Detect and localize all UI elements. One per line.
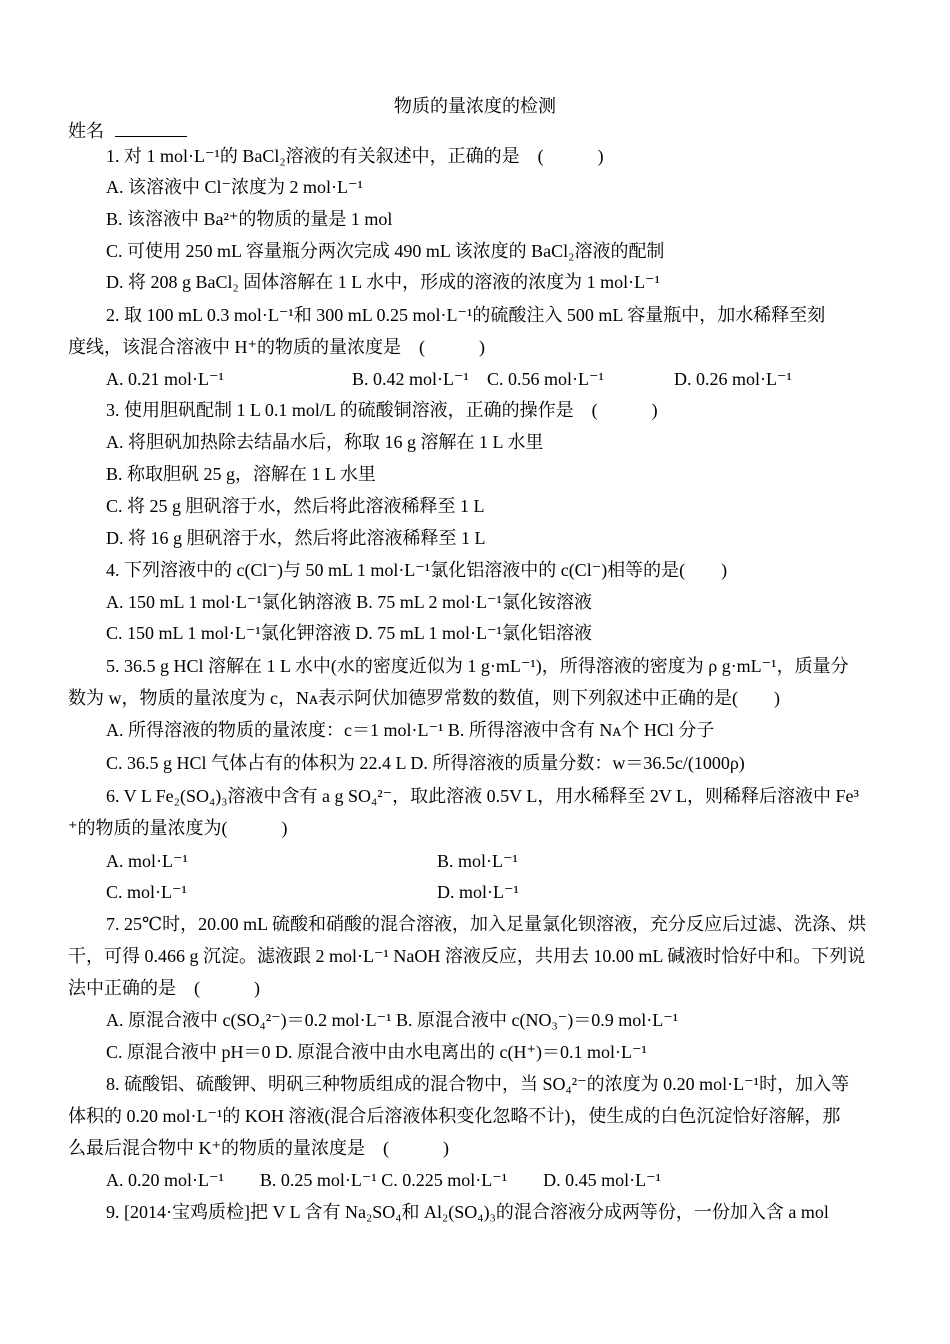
- page-title: 物质的量浓度的检测: [394, 96, 556, 116]
- question-6-option-b: B. mol·L⁻¹: [437, 851, 518, 871]
- question-8-stem-line-3: 么最后混合物中 K⁺的物质的量浓度是 ( ): [68, 1138, 449, 1158]
- name-field: [68, 120, 187, 142]
- question-2-option-c: C. 0.56 mol·L⁻¹: [487, 369, 604, 389]
- name-blank: [115, 122, 187, 137]
- question-4-options-ab: A. 150 mL 1 mol·L⁻¹氯化钠溶液 B. 75 mL 2 mol·L⁻¹氯化铵溶液: [106, 592, 592, 612]
- question-5-options-ab: A. 所得溶液的物质的量浓度：c＝1 mol·L⁻¹ B. 所得溶液中含有 Nᴀ个 HCl 分子: [106, 720, 715, 740]
- question-6-option-c: C. mol·L⁻¹: [106, 882, 187, 902]
- question-2-option-b: B. 0.42 mol·L⁻¹: [352, 369, 469, 389]
- question-1-stem: 1. 对 1 mol·L⁻¹的 BaCl₂溶液的有关叙述中，正确的是 ( ): [106, 146, 604, 166]
- question-4-stem: 4. 下列溶液中的 c(Cl⁻)与 50 mL 1 mol·L⁻¹氯化铝溶液中的 c(Cl⁻)相等的是( ): [106, 560, 728, 580]
- question-9-stem-line-1: 9. [2014·宝鸡质检]把 V L 含有 Na₂SO₄和 Al₂(SO₄)₃的混合溶液分成两等份，一份加入含 a mol: [106, 1202, 829, 1222]
- question-5-options-cd: C. 36.5 g HCl 气体占有的体积为 22.4 L D. 所得溶液的质量分数：w＝36.5c/(1000ρ): [106, 753, 745, 773]
- question-6-option-a: A. mol·L⁻¹: [106, 851, 188, 871]
- question-1-option-d: D. 将 208 g BaCl₂ 固体溶解在 1 L 水中，形成的溶液的浓度为 1 mol·L⁻¹: [106, 272, 660, 292]
- question-2-option-d: D. 0.26 mol·L⁻¹: [674, 369, 792, 389]
- question-8-stem-line-1: 8. 硫酸铝、硫酸钾、明矾三种物质组成的混合物中，当 SO₄²⁻的浓度为 0.20 mol·L⁻¹时，加入等: [106, 1074, 850, 1094]
- question-3-option-b: B. 称取胆矾 25 g，溶解在 1 L 水里: [106, 464, 376, 484]
- question-1-option-b: B. 该溶液中 Ba²⁺的物质的量是 1 mol: [106, 209, 393, 229]
- question-3-stem: 3. 使用胆矾配制 1 L 0.1 mol/L 的硫酸铜溶液，正确的操作是 ( ): [106, 400, 658, 420]
- question-7-options-cd: C. 原混合液中 pH＝0 D. 原混合液中由水电离出的 c(H⁺)＝0.1 mol·L⁻¹: [106, 1042, 647, 1062]
- question-1-option-a: A. 该溶液中 Cl⁻浓度为 2 mol·L⁻¹: [106, 177, 363, 197]
- question-3-option-a: A. 将胆矾加热除去结晶水后，称取 16 g 溶解在 1 L 水里: [106, 432, 544, 452]
- question-6-stem-line-2: ⁺的物质的量浓度为( ): [68, 818, 288, 838]
- question-6-stem-line-1: 6. V L Fe₂(SO₄)₃溶液中含有 a g SO₄²⁻，取此溶液 0.5V L，用水稀释至 2V L，则稀释后溶液中 Fe³: [106, 786, 859, 806]
- question-8-stem-line-2: 体积的 0.20 mol·L⁻¹的 KOH 溶液(混合后溶液体积变化忽略不计)，使生成的白色沉淀恰好溶解，那: [68, 1106, 841, 1126]
- question-4-options-cd: C. 150 mL 1 mol·L⁻¹氯化钾溶液 D. 75 mL 1 mol·L⁻¹氯化铝溶液: [106, 623, 592, 643]
- question-7-stem-line-1: 7. 25℃时，20.00 mL 硫酸和硝酸的混合溶液，加入足量氯化钡溶液，充分反应后过滤、洗涤、烘: [106, 914, 866, 934]
- question-7-options-ab: A. 原混合液中 c(SO₄²⁻)＝0.2 mol·L⁻¹ B. 原混合液中 c(NO₃⁻)＝0.9 mol·L⁻¹: [106, 1010, 679, 1030]
- question-2-stem-line-2: 度线，该混合溶液中 H⁺的物质的量浓度是 ( ): [68, 337, 485, 357]
- question-5-stem-line-2: 数为 w，物质的量浓度为 c，Nᴀ表示阿伏加德罗常数的数值，则下列叙述中正确的是( ): [68, 688, 781, 708]
- question-3-option-d: D. 将 16 g 胆矾溶于水，然后将此溶液稀释至 1 L: [106, 528, 486, 548]
- question-5-stem-line-1: 5. 36.5 g HCl 溶解在 1 L 水中(水的密度近似为 1 g·mL⁻¹)，所得溶液的密度为 ρ g·mL⁻¹，质量分: [106, 656, 849, 676]
- question-6-option-d: D. mol·L⁻¹: [437, 882, 519, 902]
- question-7-stem-line-2: 干，可得 0.466 g 沉淀。滤液跟 2 mol·L⁻¹ NaOH 溶液反应，共用去 10.00 mL 碱液时恰好中和。下列说: [68, 946, 866, 966]
- question-8-options: A. 0.20 mol·L⁻¹ B. 0.25 mol·L⁻¹ C. 0.225 mol·L⁻¹ D. 0.45 mol·L⁻¹: [106, 1170, 662, 1190]
- question-2-stem-line-1: 2. 取 100 mL 0.3 mol·L⁻¹和 300 mL 0.25 mol·L⁻¹的硫酸注入 500 mL 容量瓶中，加水稀释至刻: [106, 305, 826, 325]
- question-2-option-a: A. 0.21 mol·L⁻¹: [106, 369, 224, 389]
- question-7-stem-line-3: 法中正确的是 ( ): [68, 978, 260, 998]
- question-1-option-c: C. 可使用 250 mL 容量瓶分两次完成 490 mL 该浓度的 BaCl₂溶液的配制: [106, 241, 665, 261]
- name-label: 姓名: [68, 121, 104, 141]
- question-3-option-c: C. 将 25 g 胆矾溶于水，然后将此溶液稀释至 1 L: [106, 496, 485, 516]
